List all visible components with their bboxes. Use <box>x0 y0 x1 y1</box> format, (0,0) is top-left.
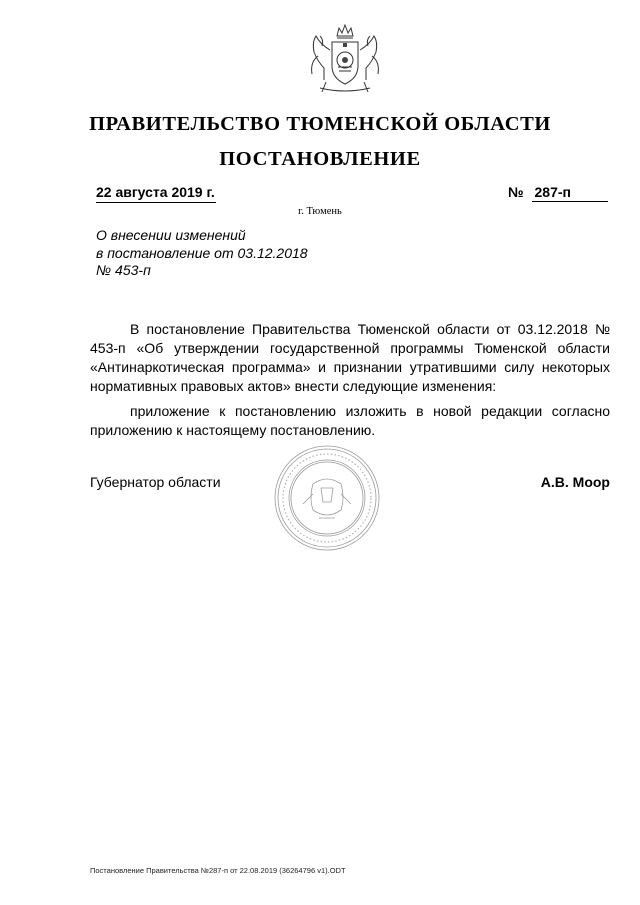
number-label: № <box>508 184 524 200</box>
government-title: ПРАВИТЕЛЬСТВО ТЮМЕНСКОЙ ОБЛАСТИ <box>89 113 551 135</box>
document-footer: Постановление Правительства №287-п от 22.08.2019 (36264796 v1).ODT <box>90 866 346 875</box>
official-seal-icon <box>273 444 381 552</box>
body-paragraph: В постановление Правительства Тюменской области от 03.12.2018 № 453-п «Об утверждении государственной программы Тюменской области «Антинаркотическая программа» и признании утратившими силу некоторых нормативных правовых актов» внести следующие изменения: <box>90 321 610 394</box>
document-date: 22 августа 2019 г. <box>96 184 216 203</box>
subject-line: № 453-п <box>96 262 151 278</box>
document-number <box>508 184 608 202</box>
document-subject <box>96 227 308 280</box>
tyumen-coat-of-arms-icon <box>300 22 390 100</box>
signer-name: А.В. Моор <box>540 474 610 490</box>
number-value: 287-п <box>532 184 608 202</box>
subject-line: О внесении изменений <box>96 227 246 243</box>
document-type-title: ПОСТАНОВЛЕНИЕ <box>219 148 421 170</box>
city: г. Тюмень <box>298 206 342 217</box>
subject-line: в постановление от 03.12.2018 <box>96 244 308 261</box>
document-body <box>90 320 610 440</box>
body-paragraph: приложение к постановлению изложить в новой редакции согласно приложению к настоящему постановлению. <box>90 403 610 438</box>
signer-title: Губернатор области <box>90 474 221 490</box>
